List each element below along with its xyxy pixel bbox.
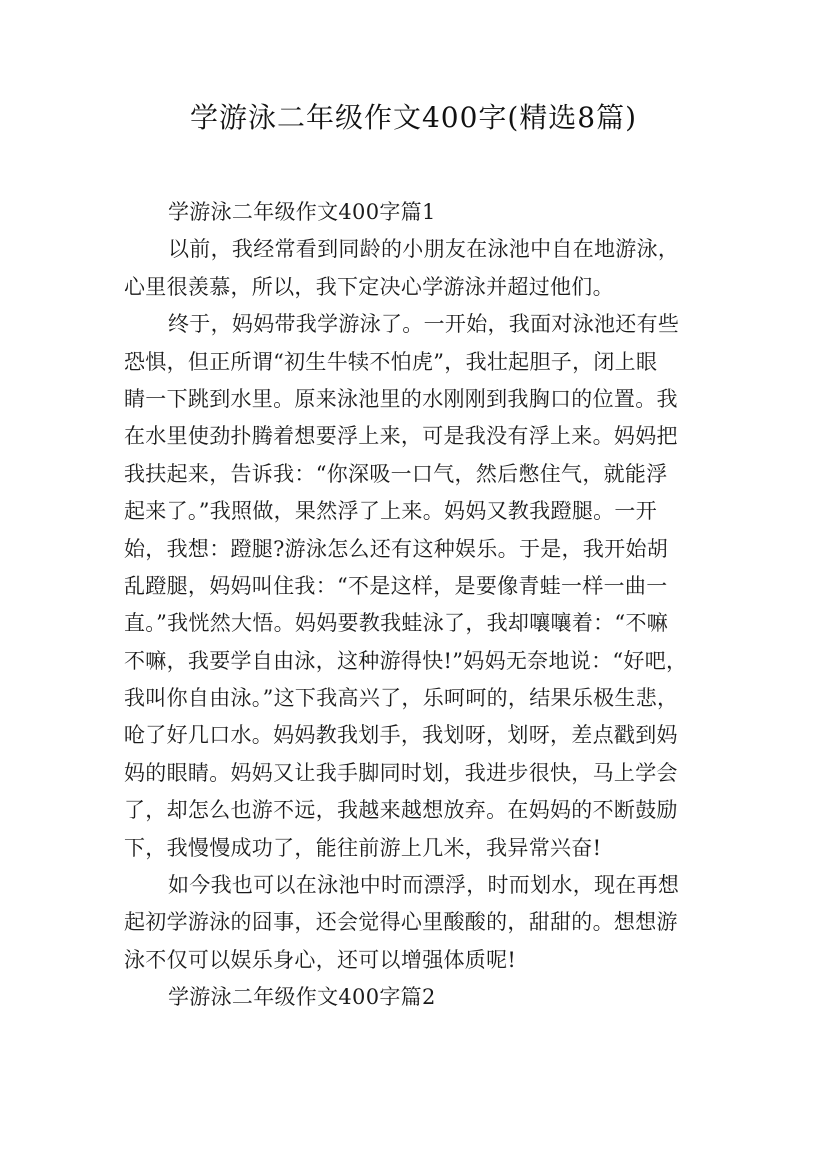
text-line: 我叫你自由泳。”这下我高兴了，乐呵呵的，结果乐极生悲， <box>124 686 679 711</box>
text-line: 直。”我恍然大悟。妈妈要教我蛙泳了，我却嚷嚷着：“不嘛 <box>124 611 669 636</box>
section-heading-2: 学游泳二年级作文400字篇2 <box>168 985 436 1010</box>
text-line: 在水里使劲扑腾着想要浮上来，可是我没有浮上来。妈妈把 <box>124 424 678 449</box>
text-line: 心里很羡慕，所以，我下定决心学游泳并超过他们。 <box>124 274 614 299</box>
paragraph-2 <box>124 306 714 867</box>
text-line: 睛一下跳到水里。原来泳池里的水刚刚到我胸口的位置。我 <box>124 386 678 411</box>
paragraph-3 <box>124 867 714 979</box>
document-body <box>124 194 714 1017</box>
text-line: 恐惧，但正所谓“初生牛犊不怕虎”，我壮起胆子，闭上眼 <box>124 349 658 374</box>
text-line: 下，我慢慢成功了，能往前游上几米，我异常兴奋! <box>124 835 602 860</box>
text-line: 终于，妈妈带我学游泳了。一开始，我面对泳池还有些 <box>168 312 680 337</box>
text-line: 以前，我经常看到同龄的小朋友在泳池中自在地游泳， <box>168 237 680 262</box>
text-line: 起初学游泳的囧事，还会觉得心里酸酸的，甜甜的。想想游 <box>124 910 678 935</box>
text-line: 起来了。”我照做，果然浮了上来。妈妈又教我蹬腿。一开 <box>124 499 658 524</box>
section-heading-1: 学游泳二年级作文400字篇1 <box>168 200 436 224</box>
text-line: 我扶起来，告诉我：“你深吸一口气，然后憋住气，就能浮 <box>124 461 668 486</box>
text-line: 始，我想：蹬腿?游泳怎么还有这种娱乐。于是，我开始胡 <box>124 536 669 561</box>
text-line: 呛了好几口水。妈妈教我划手，我划呀，划呀，差点戳到妈 <box>124 723 678 748</box>
text-line: 如今我也可以在泳池中时而漂浮，时而划水，现在再想 <box>168 873 680 898</box>
text-line: 泳不仅可以娱乐身心，还可以增强体质呢! <box>124 947 517 972</box>
paragraph-1 <box>124 231 714 306</box>
text-line: 妈的眼睛。妈妈又让我手脚同时划，我进步很快，马上学会 <box>124 760 678 785</box>
text-line: 乱蹬腿，妈妈叫住我：“不是这样，是要像青蛙一样一曲一 <box>124 573 668 598</box>
text-line: 了，却怎么也游不远，我越来越想放弃。在妈妈的不断鼓励 <box>124 798 678 823</box>
text-line: 不嘛，我要学自由泳，这种游得快!”妈妈无奈地说：“好吧， <box>124 648 688 673</box>
document-title: 学游泳二年级作文400字(精选8篇) <box>189 101 638 134</box>
